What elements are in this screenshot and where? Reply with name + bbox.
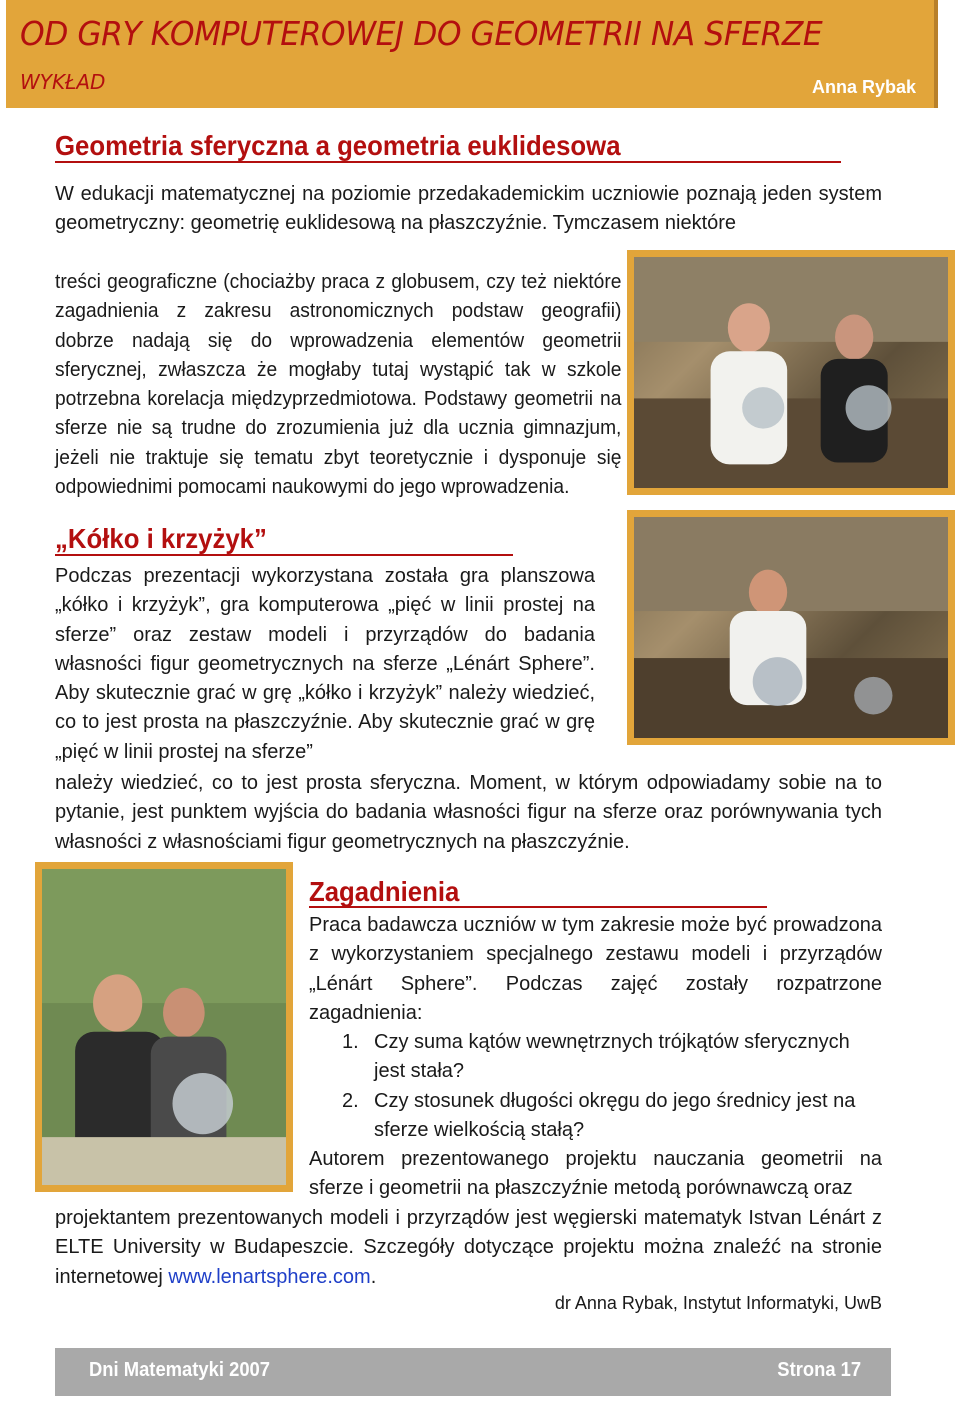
list-item-text: Czy stosunek długości okręgu do jego średnicy jest na sferze wielkością stałą?	[374, 1089, 856, 1141]
paragraph-intro: W edukacji matematycznej na poziomie przedakademickim uczniowie poznają jeden system geometryczny: geometrię euklidesową na płaszczyźnie. Tymczasem niektóre	[55, 183, 882, 235]
paragraph-kolko-body: Podczas prezentacji wykorzystana została gra planszowa „kółko i krzyżyk”, gra komputerowa „pięć w linii prostej na sferze” oraz zestaw modeli i przyrządów do badania własności figur geometrycznych na sferze „Lénárt Sphere”. Aby skutecznie grać w grę „kółko i krzyżyk” należy wiedzieć, co to jest prosta na płaszczyźnie. Aby skutecznie grać w grę „pięć w linii prostej na sferze”	[55, 565, 595, 763]
link-suffix: .	[370, 1265, 377, 1288]
paragraph-geometria-body: treści geograficzne (chociażby praca z globusem, czy też niektóre zagadnienia z zakresu astronomicznych podstaw geografii) dobrze nadają się do wprowadzenia elementów geometrii sferycznej, zwłaszcza że mogłaby tutaj wystąpić tak w szkole potrzebna korelacja międzyprzedmiotowa. Podstawy geometrii na sferze nie są trudne do zrozumienia już dla ucznia gimnazjum, jeżeli nie traktuje się tematu zbyt teoretycznie i dysponuje się odpowiednimi pomocami naukowymi do jego wprowadzenia.	[55, 271, 622, 499]
header-subtitle: WYKŁAD	[20, 70, 106, 94]
section-heading-kolko: „Kółko i krzyżyk”	[55, 523, 267, 554]
photo-placeholder-graphic	[634, 517, 948, 738]
paragraph-projektant	[55, 1204, 882, 1292]
photo-teachers-with-spheres	[627, 250, 955, 495]
heading-underline	[55, 554, 513, 556]
footer-event: Dni Matematyki 2007	[89, 1359, 271, 1381]
photo-placeholder-graphic	[42, 869, 286, 1185]
page-header	[6, 0, 938, 108]
photo-students-working	[35, 862, 293, 1192]
photo-teacher-demonstration	[627, 510, 955, 745]
section-heading-zagadnienia: Zagadnienia	[309, 876, 460, 907]
list-item-number: 2.	[342, 1089, 359, 1112]
author-signature: dr Anna Rybak, Instytut Informatyki, UwB	[554, 1293, 882, 1313]
footer-page-number: Strona 17	[777, 1359, 861, 1381]
page-footer	[55, 1348, 891, 1396]
list-item-number: 1.	[342, 1031, 359, 1053]
questions-list	[342, 1028, 882, 1145]
heading-underline	[309, 906, 767, 908]
section-heading-geometria: Geometria sferyczna a geometria euklidesowa	[55, 130, 621, 161]
header-title: OD GRY KOMPUTEROWEJ DO GEOMETRII NA SFERZE	[20, 14, 823, 53]
paragraph-kolko-continued: należy wiedzieć, co to jest prosta sferyczna. Moment, w którym odpowiadamy sobie na to pytanie, jest punktem wyjścia do badania własności figur na sferze oraz porównywania tych własności z własnościami figur geometrycznych na płaszczyźnie.	[55, 772, 882, 853]
list-item	[342, 1087, 882, 1146]
website-link[interactable]: www.lenartsphere.com	[168, 1265, 371, 1288]
photo-placeholder-graphic	[634, 257, 948, 488]
paragraph-projektant-text: projektantem prezentowanych modeli i przyrządów jest węgierski matematyk Istvan Lénárt z ELTE University w Budapeszcie. Szczegóły dotyczące projektu można znaleźć na stronie internetowej	[55, 1207, 882, 1288]
paragraph-zagadnienia-intro: Praca badawcza uczniów w tym zakresie może być prowadzona z wykorzystaniem specjalnego zestawu modeli i przyrządów „Lénárt Sphere”. Podczas zajęć zostały rozpatrzone zagadnienia:	[309, 914, 882, 1024]
paragraph-autor: Autorem prezentowanego projektu nauczania geometrii na sferze i geometrii na płaszczyźnie metodą porównawczą oraz	[309, 1148, 882, 1200]
list-item-text: Czy suma kątów wewnętrznych trójkątów sferycznych jest stała?	[374, 1031, 850, 1083]
heading-underline	[55, 161, 841, 163]
list-item	[342, 1028, 882, 1087]
header-author: Anna Rybak	[811, 77, 916, 97]
